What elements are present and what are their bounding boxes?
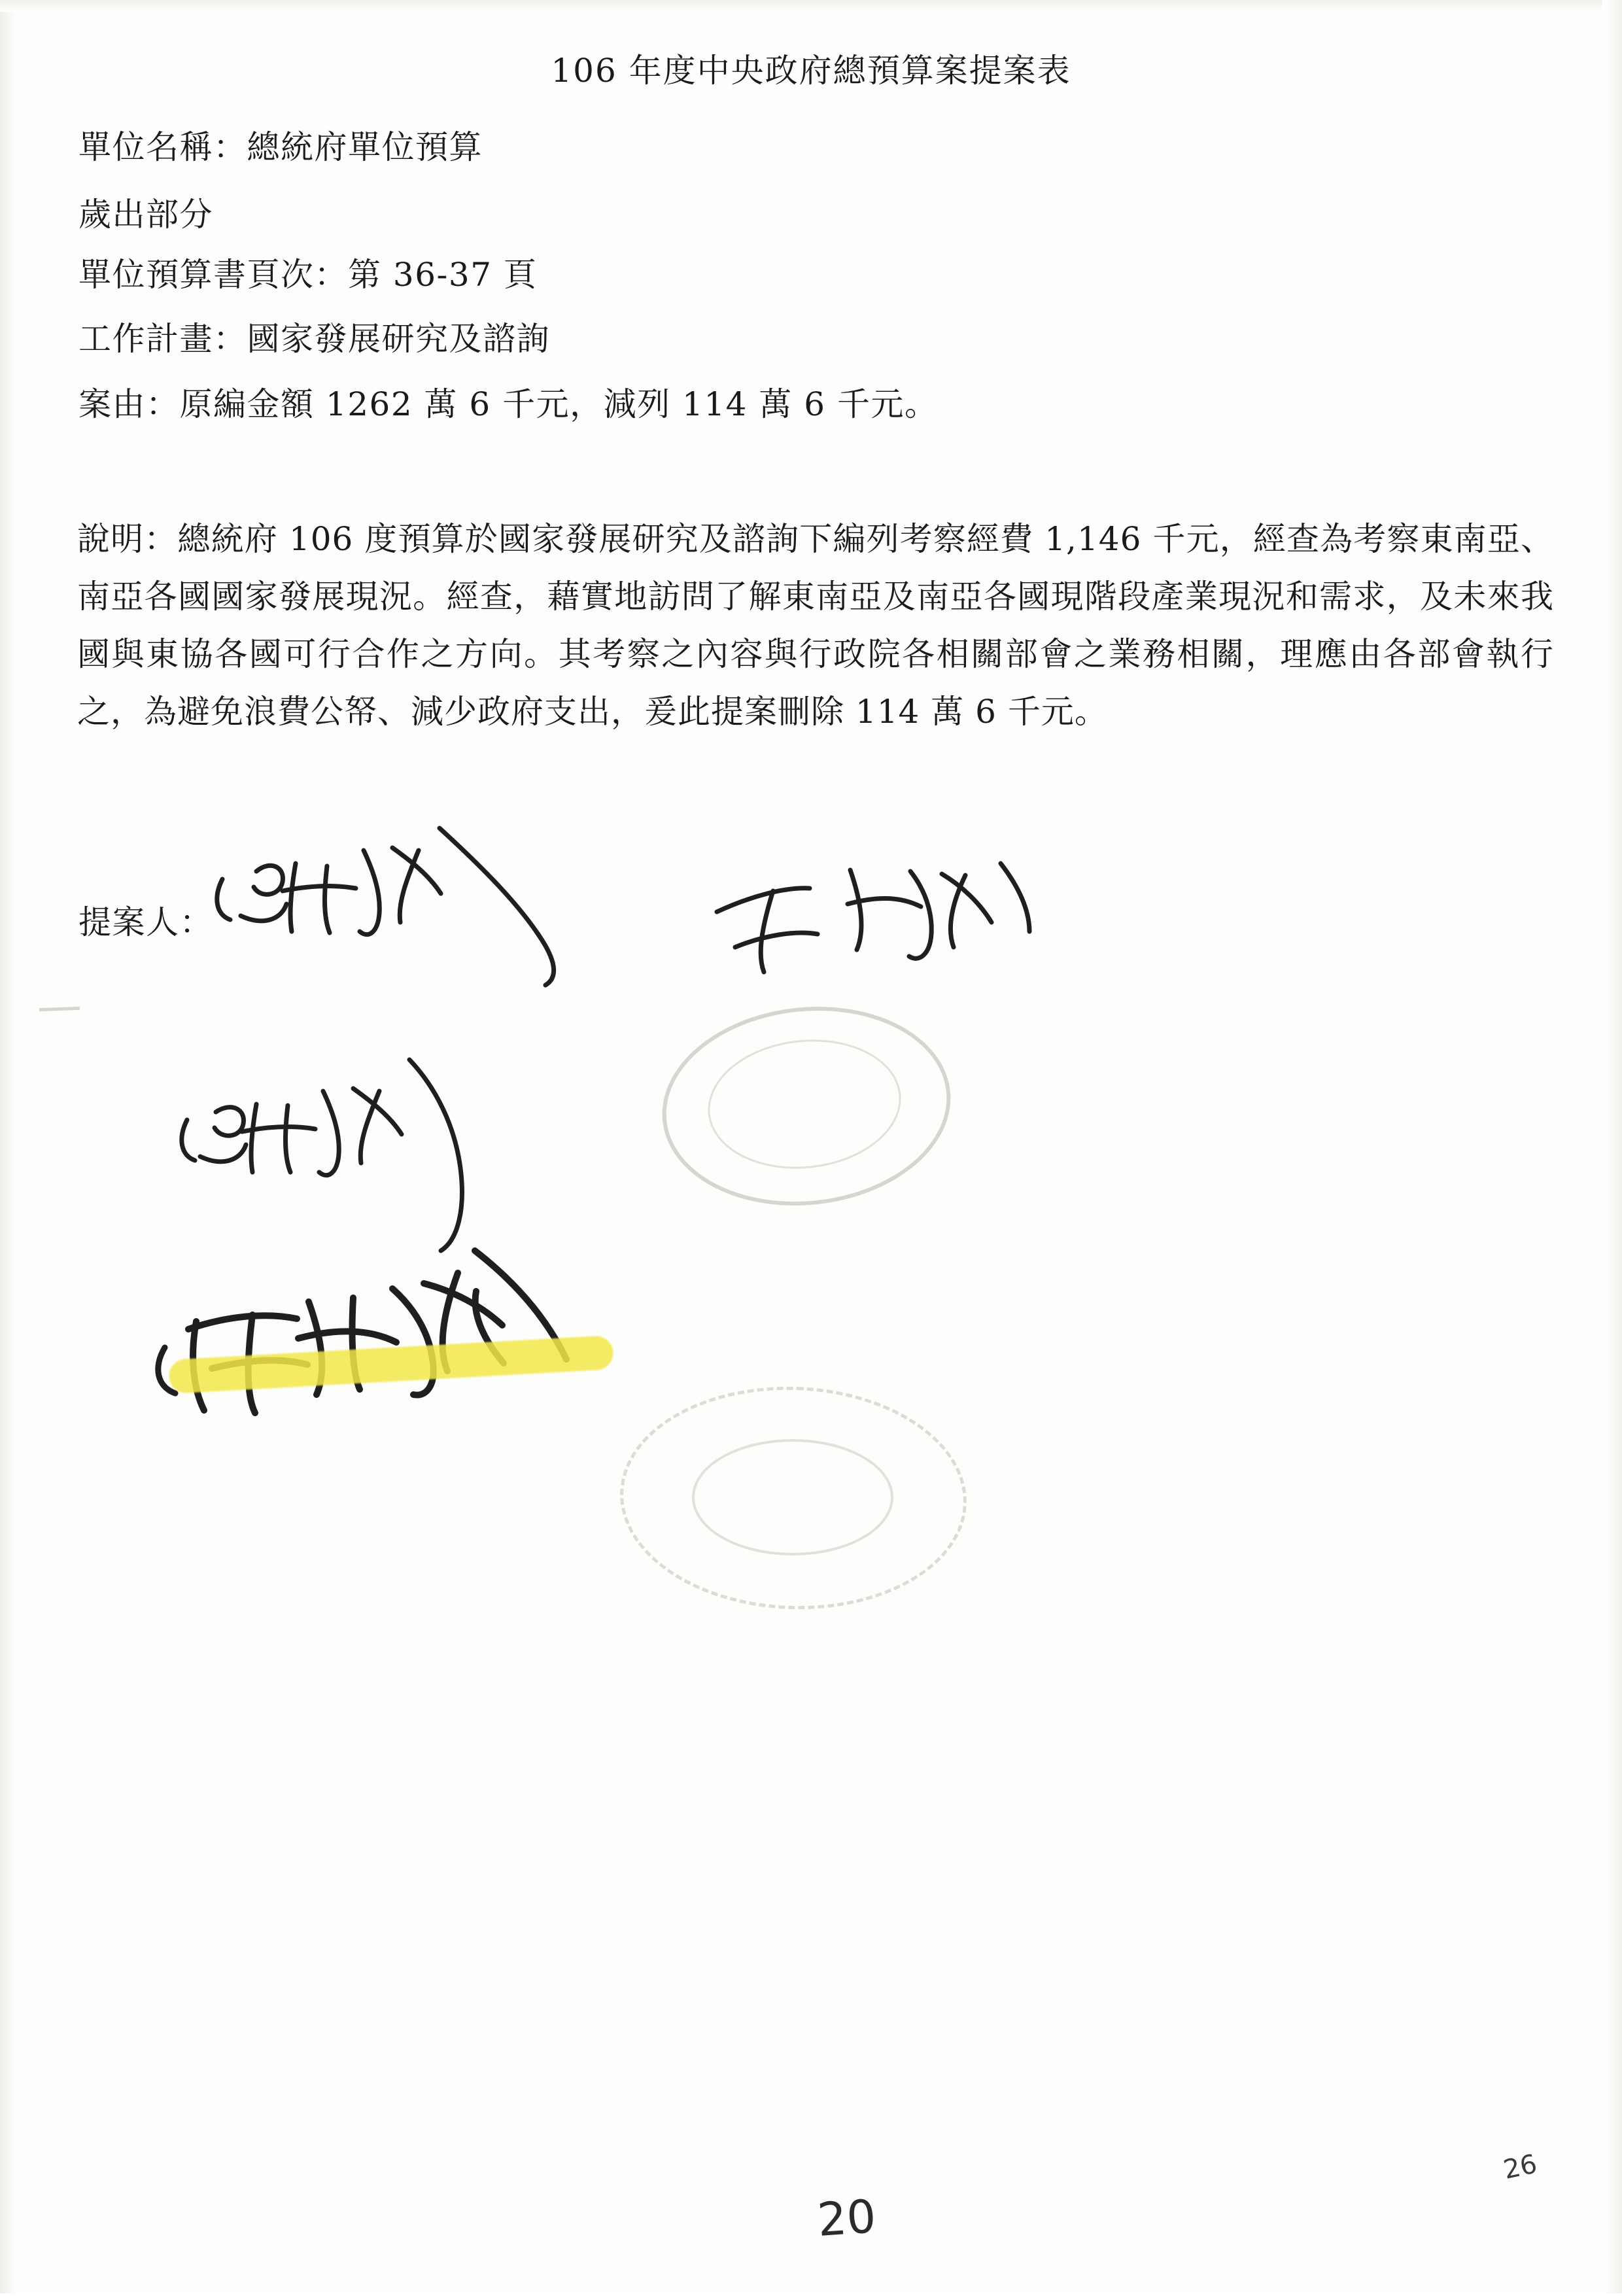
field-expenditure-section: 歲出部分 (78, 196, 213, 234)
proposer-label: 提案人： (78, 903, 213, 941)
handwritten-page-number: 20 (816, 2189, 878, 2248)
official-seal-stamp-lower (616, 1381, 971, 1615)
page-edge-left (0, 0, 17, 2293)
official-seal-stamp-upper (652, 993, 960, 1220)
official-seal-stamp-lower-inner (692, 1439, 893, 1556)
field-unit-name: 單位名稱：總統府單位預算 (78, 128, 483, 166)
yellow-highlight-mark (168, 1335, 614, 1394)
explanation-paragraph: 說明：總統府 106 度預算於國家發展研究及諮詢下編列考察經費 1,146 千元，經查為考察東南亞、南亞各國國家發展現況。經查，藉實地訪問了解東南亞及南亞各國現階段產業現況和需求，及未來我國與東協各國可行合作之方向。其考察之內容與行政院各相關部會之業務相關，理應由各部會執行之，為避免浪費公帑、減少政府支出，爰此提案刪除 114 萬 6 千元。 (77, 520, 1554, 731)
field-budget-book-page: 單位預算書頁次：第 36-37 頁 (78, 256, 538, 294)
official-seal-stamp-upper-inner (702, 1030, 908, 1178)
page-title: 106 年度中央政府總預算案提案表 (551, 52, 1071, 90)
corner-mark: 26 (1500, 2149, 1540, 2185)
field-case-reason: 案由：原編金額 1262 萬 6 千元，減列 114 萬 6 千元。 (78, 385, 939, 423)
paper-fold-mark (39, 1007, 80, 1011)
field-work-plan: 工作計畫：國家發展研究及諮詢 (78, 320, 550, 358)
page-edge-top (0, 0, 1622, 12)
page-edge-right (1602, 0, 1622, 2293)
